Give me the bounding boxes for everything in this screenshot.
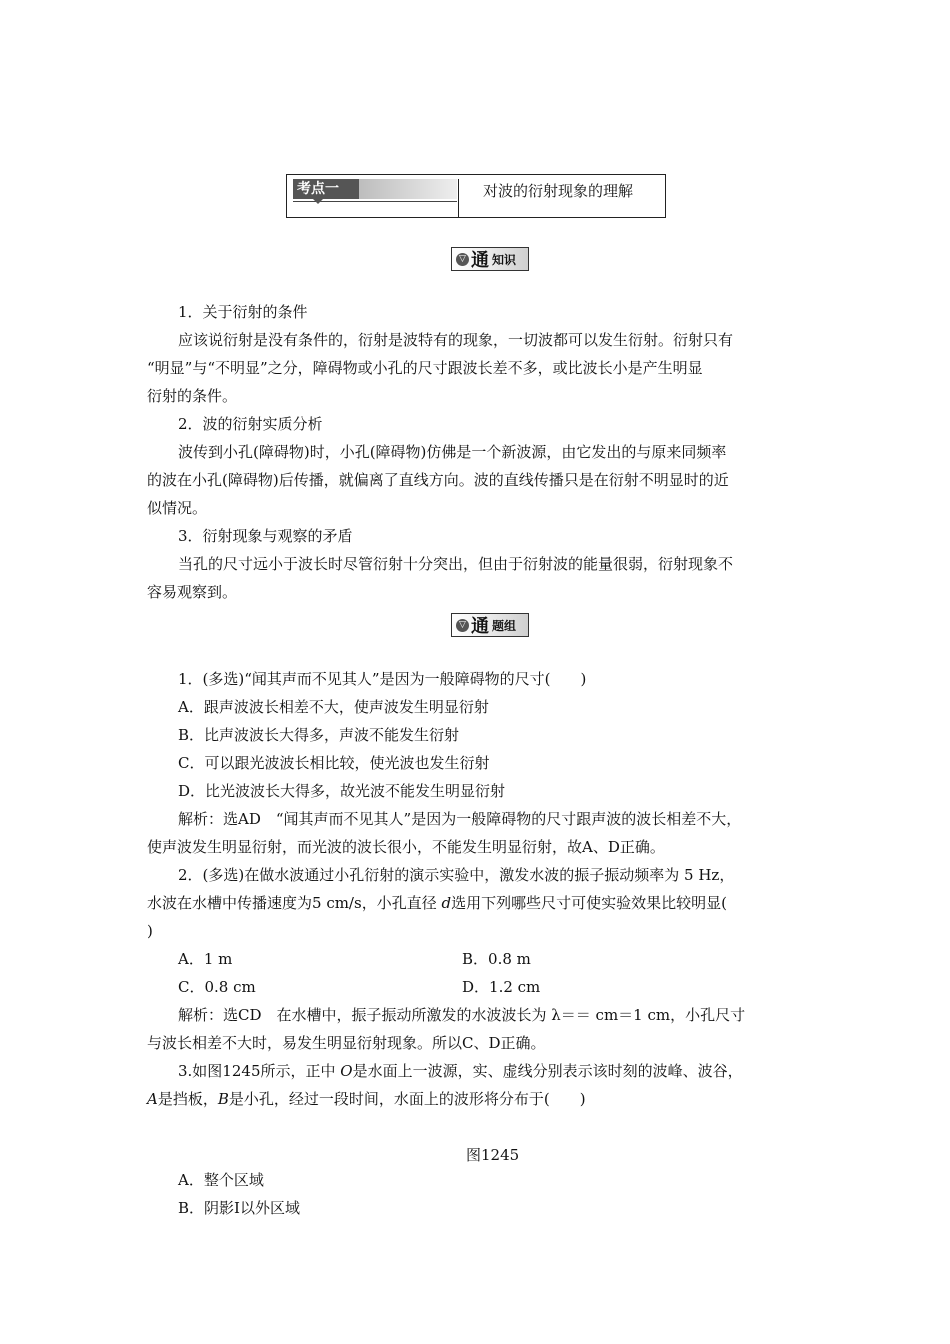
stem-text: 是挡板， [157,1090,218,1108]
section-heading: 1．关于衍射的条件 [178,303,308,321]
option-c: C．0.8 cm [178,978,256,996]
option-a: A．整个区域 [178,1171,264,1189]
solution-line: 解析：选CD 在水槽中，振子振动所激发的水波波长为 λ＝＝ cm＝1 cm，小孔尺寸 [178,1006,746,1024]
question-stem: 2．(多选)在做水波通过小孔衍射的演示实验中，激发水波的振子振动频率为 5 Hz， [178,866,735,884]
stem-text: 是小孔，经过一段时间，水面上的波形将分布于( ) [228,1090,586,1108]
option-c: C．可以跟光波波长相比较，使光波也发生衍射 [178,754,490,772]
topic-tag-notch-icon [313,199,323,204]
variable-b: B [217,1090,229,1108]
option-b: B．阴影Ⅰ以外区域 [178,1199,300,1217]
down-triangle-icon: ▽ [456,253,469,266]
solution-line: 解析：选AD “闻其声而不见其人”是因为一般障碍物的尺寸跟声波的波长相差不大， [178,810,742,828]
figure-caption: 图1245 [466,1146,520,1164]
variable-o: O [340,1062,353,1080]
knowledge-badge [451,247,529,271]
question-stem [178,1061,743,1081]
paragraph-line: “明显”与“不明显”之分，障碍物或小孔的尺寸跟波长差不多，或比波长小是产生明显 [147,359,703,377]
solution-line: 与波长相差不大时，易发生明显衍射现象。所以C、D正确。 [147,1034,546,1052]
paragraph-line: 衍射的条件。 [147,387,238,405]
exercises-badge [451,613,529,637]
topic-tag: 考点一 [293,179,359,199]
paragraph-line: 波传到小孔(障碍物)时，小孔(障碍物)仿佛是一个新波源，由它发出的与原来同频率 [178,443,727,461]
badge-label: 题组 [492,618,517,633]
solution-line: 使声波发生明显衍射，而光波的波长很小，不能发生明显衍射，故A、D正确。 [147,838,665,856]
section-heading: 3．衍射现象与观察的矛盾 [178,527,353,545]
topic-tag-extension [359,179,457,199]
down-triangle-icon: ▽ [456,619,469,632]
stem-text: 选用下列哪些尺寸可使实验效果比较明显( [451,894,727,912]
paragraph-line: 的波在小孔(障碍物)后传播，就偏离了直线方向。波的直线传播只是在衍射不明显时的近 [147,471,729,489]
topic-title: 对波的衍射现象的理解 [483,182,634,200]
paragraph-line: 当孔的尺寸远小于波长时尽管衍射十分突出，但由于衍射波的能量很弱，衍射现象不 [178,555,734,573]
paragraph-line: 容易观察到。 [147,583,238,601]
stem-text: 3.如图1245所示，正中 [178,1062,341,1080]
stem-text: 是水面上一波源，实、虚线分别表示该时刻的波峰、波谷， [352,1062,743,1080]
topic-divider [458,179,459,217]
variable-a: A [147,1090,158,1108]
question-stem-line [147,893,727,913]
option-d: D．比光波波长大得多，故光波不能发生明显衍射 [178,782,506,800]
question-stem: 1．(多选)“闻其声而不见其人”是因为一般障碍物的尺寸( ) [178,670,587,688]
paragraph-line: 似情况。 [147,499,208,517]
option-a: A．跟声波波长相差不大，使声波发生明显衍射 [178,698,489,716]
option-b: B．比声波波长大得多，声波不能发生衍射 [178,726,460,744]
stem-text: 水波在水槽中传播速度为5 cm/s，小孔直径 [147,894,442,912]
variable-d: d [441,894,452,912]
option-d: D．1.2 cm [462,978,541,996]
section-heading: 2．波的衍射实质分析 [178,415,323,433]
question-stem-line: ) [147,922,153,940]
paragraph-line: 应该说衍射是没有条件的，衍射是波特有的现象，一切波都可以发生衍射。衍射只有 [178,331,734,349]
option-b: B．0.8 m [462,950,531,968]
badge-big-char: 通 [471,616,489,637]
topic-header-box [286,174,666,218]
option-a: A．1 m [178,950,233,968]
question-stem-line [147,1089,586,1109]
badge-label: 知识 [492,252,517,267]
badge-big-char: 通 [471,250,489,271]
